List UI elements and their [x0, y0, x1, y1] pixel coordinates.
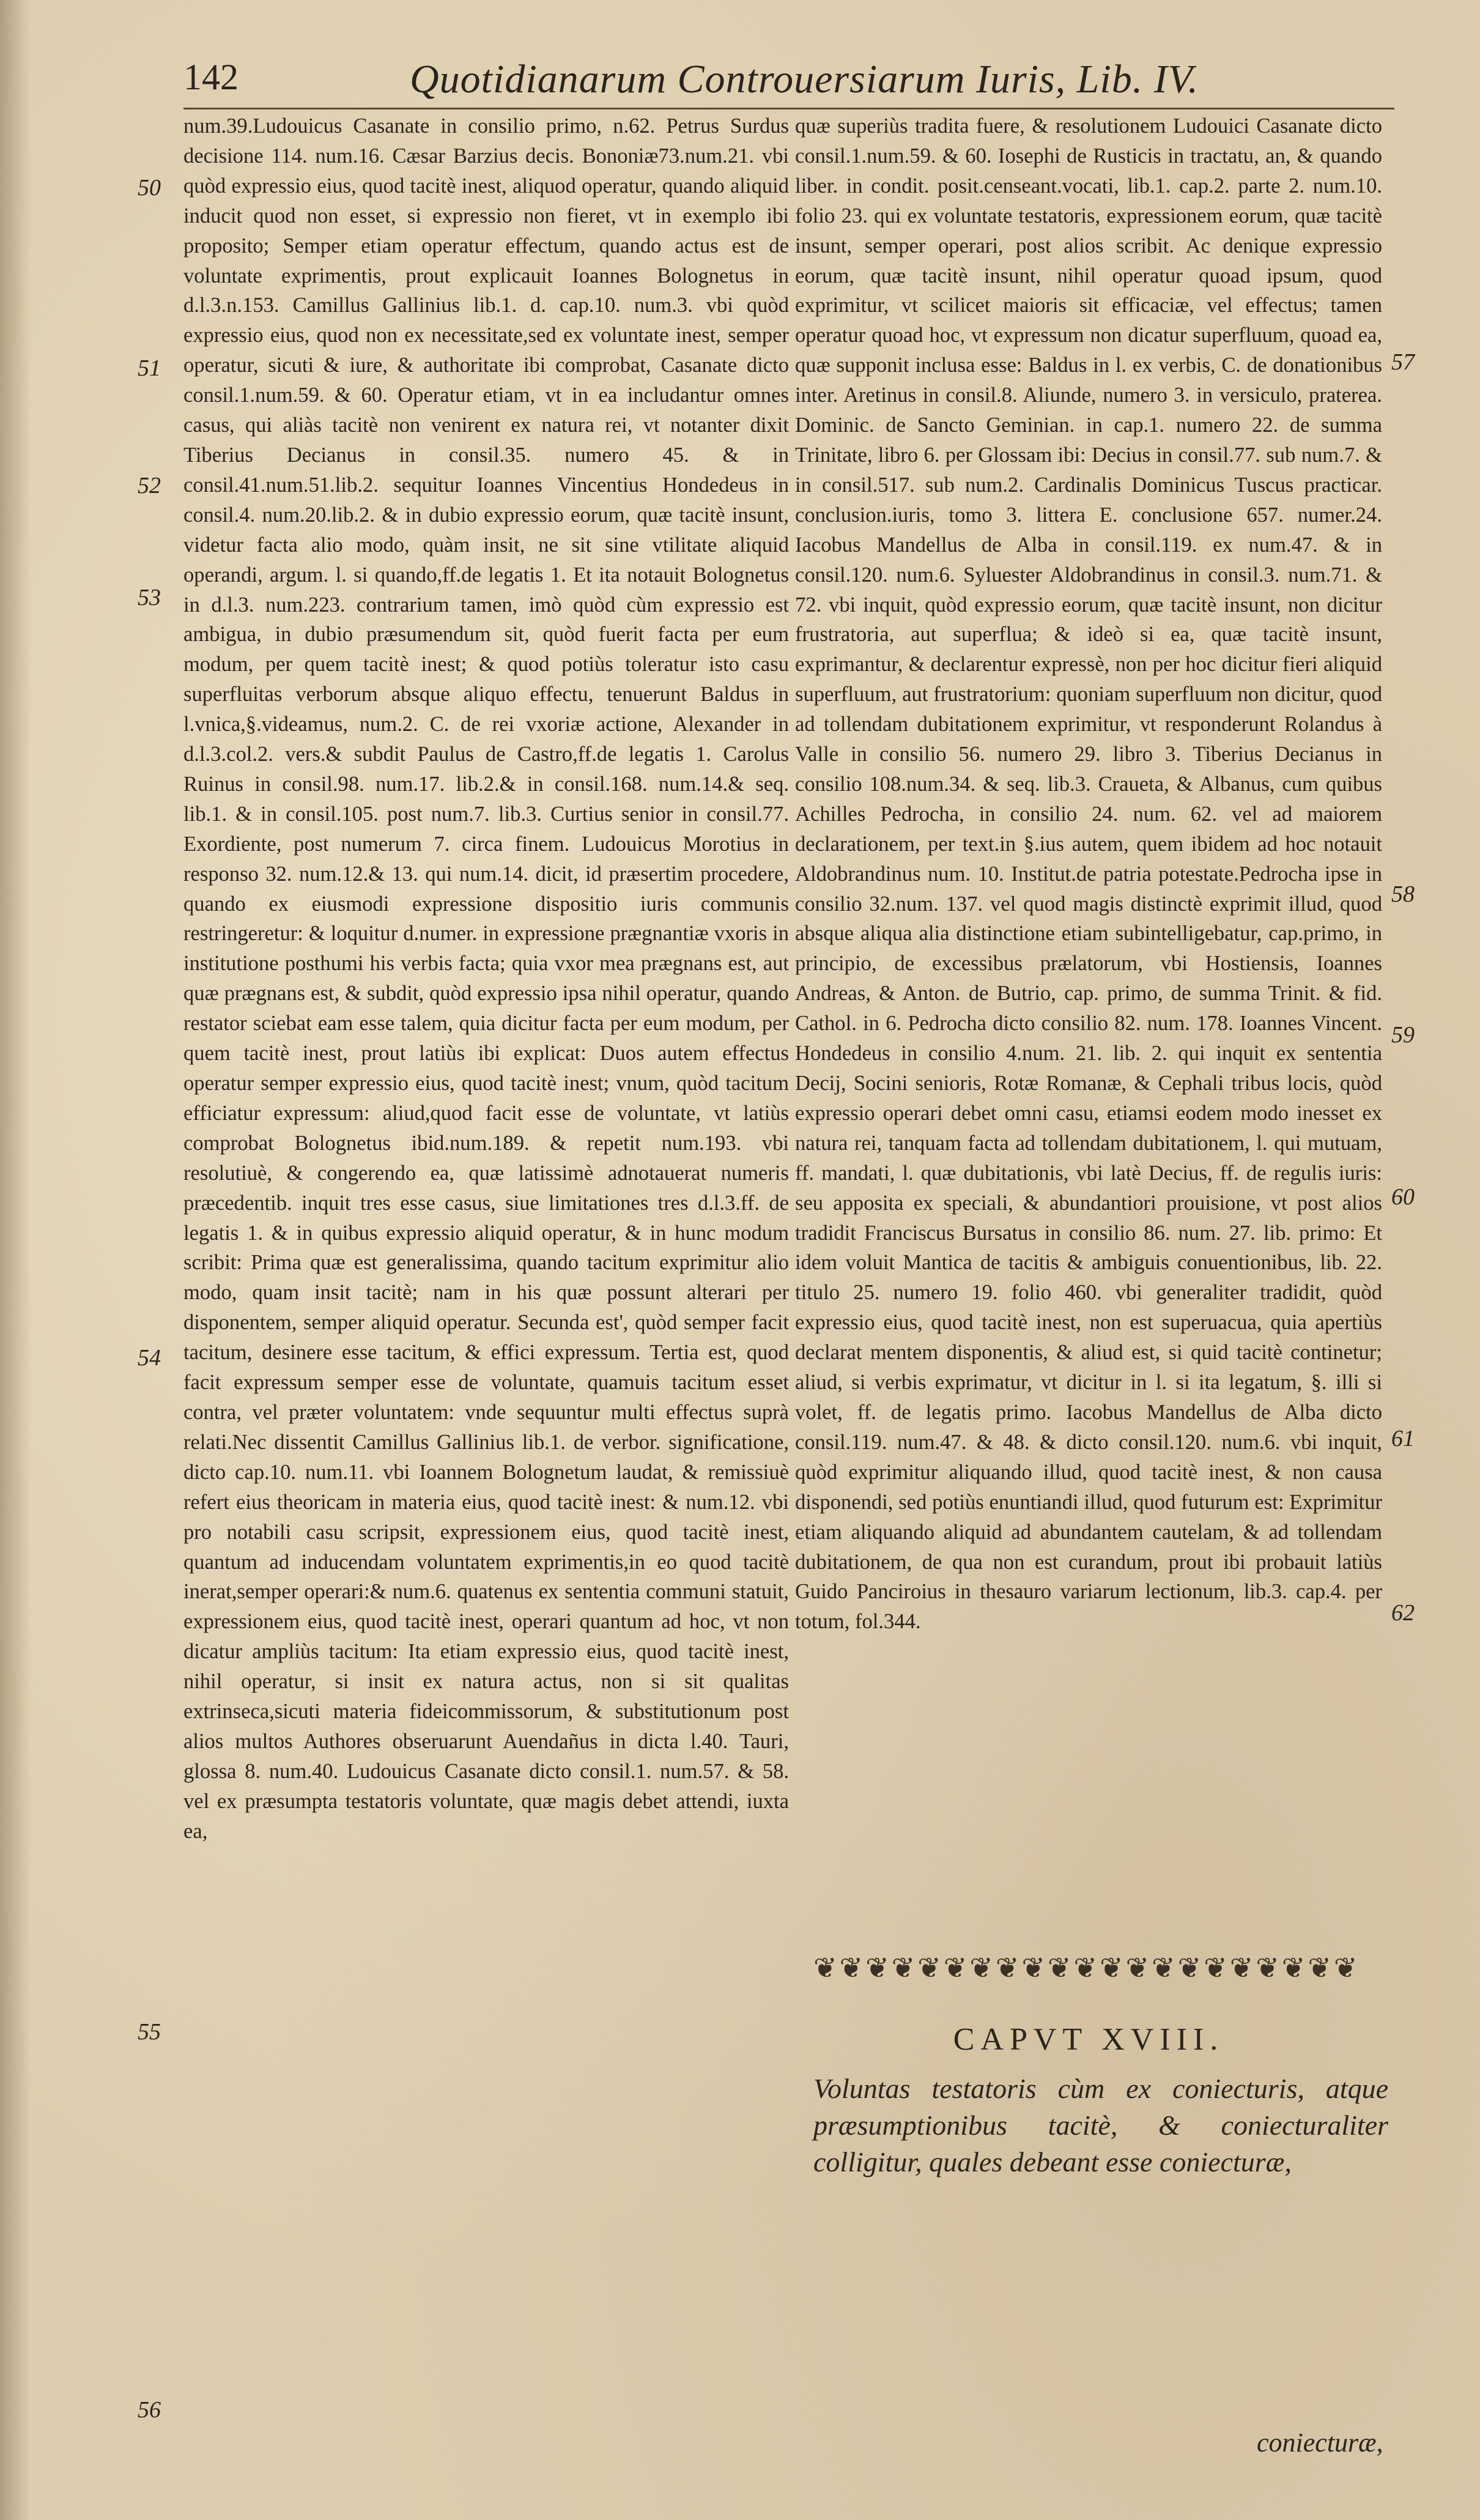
- catchword: coniecturæ,: [1257, 2428, 1383, 2458]
- margin-number-left: 51: [138, 355, 161, 381]
- header-rule: [183, 108, 1394, 109]
- right-column: [795, 111, 1382, 1637]
- margin-number-right: 59: [1391, 1022, 1415, 1048]
- margin-number-right: 58: [1391, 881, 1415, 907]
- page-number: 142: [183, 57, 239, 97]
- margin-number-right: 62: [1391, 1600, 1415, 1626]
- margin-number-left: 54: [138, 1345, 161, 1371]
- margin-number-right: 61: [1391, 1426, 1415, 1451]
- margin-number-left: 50: [138, 175, 161, 201]
- margin-number-left: 55: [138, 2019, 161, 2045]
- left-column-text: num.39.Ludouicus Casanate in consilio primo, n.62. Petrus Surdus decisione 114. num.16. Cæsar Barzius decis. Bononiæ73.num.21. vbi quòd expressio eius, quod tacitè inest, aliquod operatur, quando aliquid inducit quod non esset, si expressio non fieret, vt in exemplo ibi proposito; Semper etiam operatur effectum, quando actus est de voluntate exprimentis, prout explicauit Ioannes Bolognetus in d.l.3.n.153. Camillus Gallinius lib.1. d. cap.10. num.3. vbi quòd expressio eius, quod non ex necessitate,sed ex voluntate inest, semper operatur, sicuti & iure, & authoritate ibi comprobat, Casanate dicto consil.1.num.59. & 60. Operatur etiam, vt in ea includantur omnes casus, qui aliàs tacitè non venirent ex natura rei, vt notanter dixit Tiberius Decianus in consil.35. numero 45. & in consil.41.num.51.lib.2. sequitur Ioannes Vincentius Hondedeus in consil.4. num.20.lib.2. & in dubio expressio eorum, quæ tacitè insunt, videtur facta alio modo, quàm insit, ne sit sine vtilitate aliquid operandi, argum. l. si quando,ff.de legatis 1. Et ita notauit Bolognetus in d.l.3. num.223. contrarium tamen, imò quòd cùm expressio est ambigua, in dubio præsumendum sit, quòd fuerit facta per eum modum, per quem tacitè inest; & quod potiùs toleratur isto casu superfluitas verborum absque aliquo effectu, tenuerunt Baldus in l.vnica,§.videamus, num.2. C. de rei vxoriæ actione, Alexander in d.l.3.col.2. vers.& subdit Paulus de Castro,ff.de legatis 1. Carolus Ruinus in consil.98. num.17. lib.2.& in consil.168. num.14.& seq. lib.1. & in consil.105. post num.7. lib.3. Curtius senior in consil.77. Exordiente, post numerum 7. circa finem. Ludouicus Morotius in responso 32. num.12.& 13. qui num.14. dicit, id præsertim procedere, quando ex eiusmodi expressione dispositio iuris communis restringeretur: & loquitur d.numer. in expressione prægnantiæ vxoris in institutione posthumi his verbis facta; quia vxor mea prægnans est, aut quæ prægnans est, & subdit, quòd expressio ipsa nihil operatur, quando restator sciebat eam esse talem, quia dicitur facta per eum modum, per quem tacitè inest, prout latiùs ibi explicat: Duos autem effectus operatur semper expressio eius, quod tacitè inest; vnum, quòd tacitum efficiatur expressum: aliud,quod facit esse de voluntate, vt latiùs comprobat Bolognetus ibid.num.189. & repetit num.193. vbi resolutiuè, & congerendo ea, quæ latissimè adnotauerat numeris præcedentib. inquit tres esse casus, siue limitationes tres d.l.3.ff. de legatis 1. & in quibus expressio aliquid operatur, & in hunc modum scribit: Prima quæ est generalissima, quando tacitum exprimitur alio modo, quam insit tacitè; nam in his quæ possunt alterari per disponentem, semper aliquid operatur. Secunda est', quòd semper facit tacitum, desinere esse tacitum, & effici expressum. Tertia est, quod facit expressum semper esse de voluntate, quamuis tacitum esset contra, vel præter voluntatem: vnde sequuntur multi effectus suprà relati.Nec dissentit Camillus Gallinius lib.1. de verbor. significatione, dicto cap.10. num.11. vbi Ioannem Bolognetum laudat, & remissiuè refert eius theoricam in materia eius, quod tacitè inest: & num.12. vbi pro notabili casu scripsit, expressionem eius, quod tacitè inest, quantum ad inducendam voluntatem exprimentis,in eo quod tacitè inerat,semper operari:& num.6. quatenus ex sententia communi statuit, expressionem eius, quod tacitè inest, operari quantum ad hoc, vt non dicatur ampliùs tacitum: Ita etiam expressio eius, quod tacitè inest, nihil operatur, si insit ex natura actus, non si sit qualitas extrinseca,sicuti materia fideicommissorum, & substitutionum post alios multos Authores obseruarunt Auendañus in dicta l.40. Tauri, glossa 8. num.40. Ludouicus Casanate dicto consil.1. num.57. & 58. vel ex præsumpta testatoris voluntate, quæ magis debet attendi, iuxta ea,: [183, 114, 789, 1843]
- chapter-heading: CAPVT XVIII.: [953, 2022, 1224, 2057]
- gutter-shadow: [0, 0, 31, 2520]
- running-title: Quotidianarum Controuersiarum Iuris, Lib. IV.: [410, 57, 1199, 102]
- page-header: [183, 56, 1407, 111]
- margin-number-left: 56: [138, 2397, 161, 2423]
- margin-number-left: 53: [138, 585, 161, 610]
- margin-number-right: 60: [1391, 1184, 1415, 1210]
- chapter-summary: Voluntas testatoris cùm ex coniecturis, atque præsumptionibus tacitè, & coniecturaliter colligitur, quales debeant esse coniecturæ,: [813, 2073, 1388, 2177]
- margin-number-left: 52: [138, 473, 161, 498]
- right-column-text: quæ superiùs tradita fuere, & resolutionem Ludouici Casanate dicto consil.1.num.59. & 60. Iosephi de Rusticis in tractatu, an, & quando liber. in condit. posit.censeant.vocati, lib.1. cap.2. parte 2. num.10. folio 23. qui ex voluntate testatoris, expressionem eorum, quæ tacitè insunt, semper operari, post alios scribit. Ac denique expressio eorum, quæ tacitè insunt, nihil operatur quoad ipsum, quod exprimitur, vt scilicet maioris sit efficaciæ, vel effectus; tamen operatur quoad hoc, vt expressum non dicatur superfluum, quoad ea, quæ supponit inclusa esse: Baldus in l. ex verbis, C. de donationibus inter. Aretinus in consil.8. Aliunde, numero 3. in versiculo, praterea. Dominic. de Sancto Geminian. in cap.1. numero 22. de summa Trinitate, libro 6. per Glossam ibi: Decius in consil.77. sub num.7. & in consil.517. sub num.2. Cardinalis Dominicus Tuscus practicar. conclusion.iuris, tomo 3. littera E. conclusione 657. numer.24. Iacobus Mandellus de Alba in consil.119. ex num.47. & in consil.120. num.6. Syluester Aldobrandinus in consil.3. num.71. & 72. vbi inquit, quòd expressio eorum, quæ tacitè insunt, non dicitur frustratoria, aut superflua; & ideò si ea, quæ tacitè insunt, exprimantur, & declarentur expressè, non per hoc dicitur fieri aliquid superfluum, aut frustratorium: quoniam superfluum non dicitur, quod ad tollendam dubitationem exprimitur, vt responderunt Rolandus à Valle in consilio 56. numero 29. libro 3. Tiberius Decianus in consilio 108.num.34. & seq. lib.3. Craueta, & Albanus, cum quibus Achilles Pedrocha, in consilio 24. num. 62. vel ad maiorem declarationem, per text.in §.ius autem, quem ibidem ad hoc notauit Aldobrandinus num. 10. Institut.de patria potestate.Pedrocha ipse in consilio 32.num. 137. vel quod magis distinctè exprimit illud, quod absque aliqua alia distinctione etiam subintelligebatur, cap.primo, in principio, de excessibus prælatorum, vbi Hostiensis, Ioannes Andreas, & Anton. de Butrio, cap. primo, de summa Trinit. & fid. Cathol. in 6. Pedrocha dicto consilio 82. num. 178. Ioannes Vincent. Hondedeus in consilio 4.num. 21. lib. 2. qui inquit ex sententia Decij, Socini senioris, Rotæ Romanæ, & Cephali tribus locis, quòd expressio operari debet omni casu, etiamsi eodem modo inesset ex natura rei, tanquam facta ad tollendam dubitationem, l. qui mutuam, ff. mandati, l. quæ dubitationis, vbi latè Decius, ff. de regulis iuris: seu apposita ex speciali, & abundantiori prouisione, vt post alios tradidit Franciscus Bursatus in consilio 86. num. 27. lib. primo: Et idem voluit Mantica de tacitis & ambiguis conuentionibus, lib. 22. titulo 25. numero 19. folio 460. vbi generaliter tradidit, quòd expressio eius, quod tacitè inest, non est superuacua, quia apertiùs declarat mentem disponentis, & aliud est, si quid tacitè continetur; aliud, si verbis exprimatur, vt dicitur in l. si ita legatum, §. illi si volet, ff. de legatis primo. Iacobus Mandellus de Alba dicto consil.119. num.47. & 48. & dicto consil.120. num.6. vbi inquit, quòd exprimitur aliquando illud, quod tacitè inest, & non causa disponendi, sed potiùs enuntiandi illud, quod futurum est: Exprimitur etiam aliquando aliquid ad abundantem cautelam, & ad tollendam dubitationem, de qua non est curandum, prout ibi probauit latiùs Guido Panciroius in thesauro variarum lectionum, lib.3. cap.4. per totum, fol.344.: [795, 114, 1382, 1634]
- left-column: [183, 111, 789, 1847]
- ornament-band: ❦❦❦❦❦❦❦❦❦❦❦❦❦❦❦❦❦❦❦❦❦: [813, 1951, 1360, 1984]
- margin-number-right: 57: [1391, 349, 1415, 375]
